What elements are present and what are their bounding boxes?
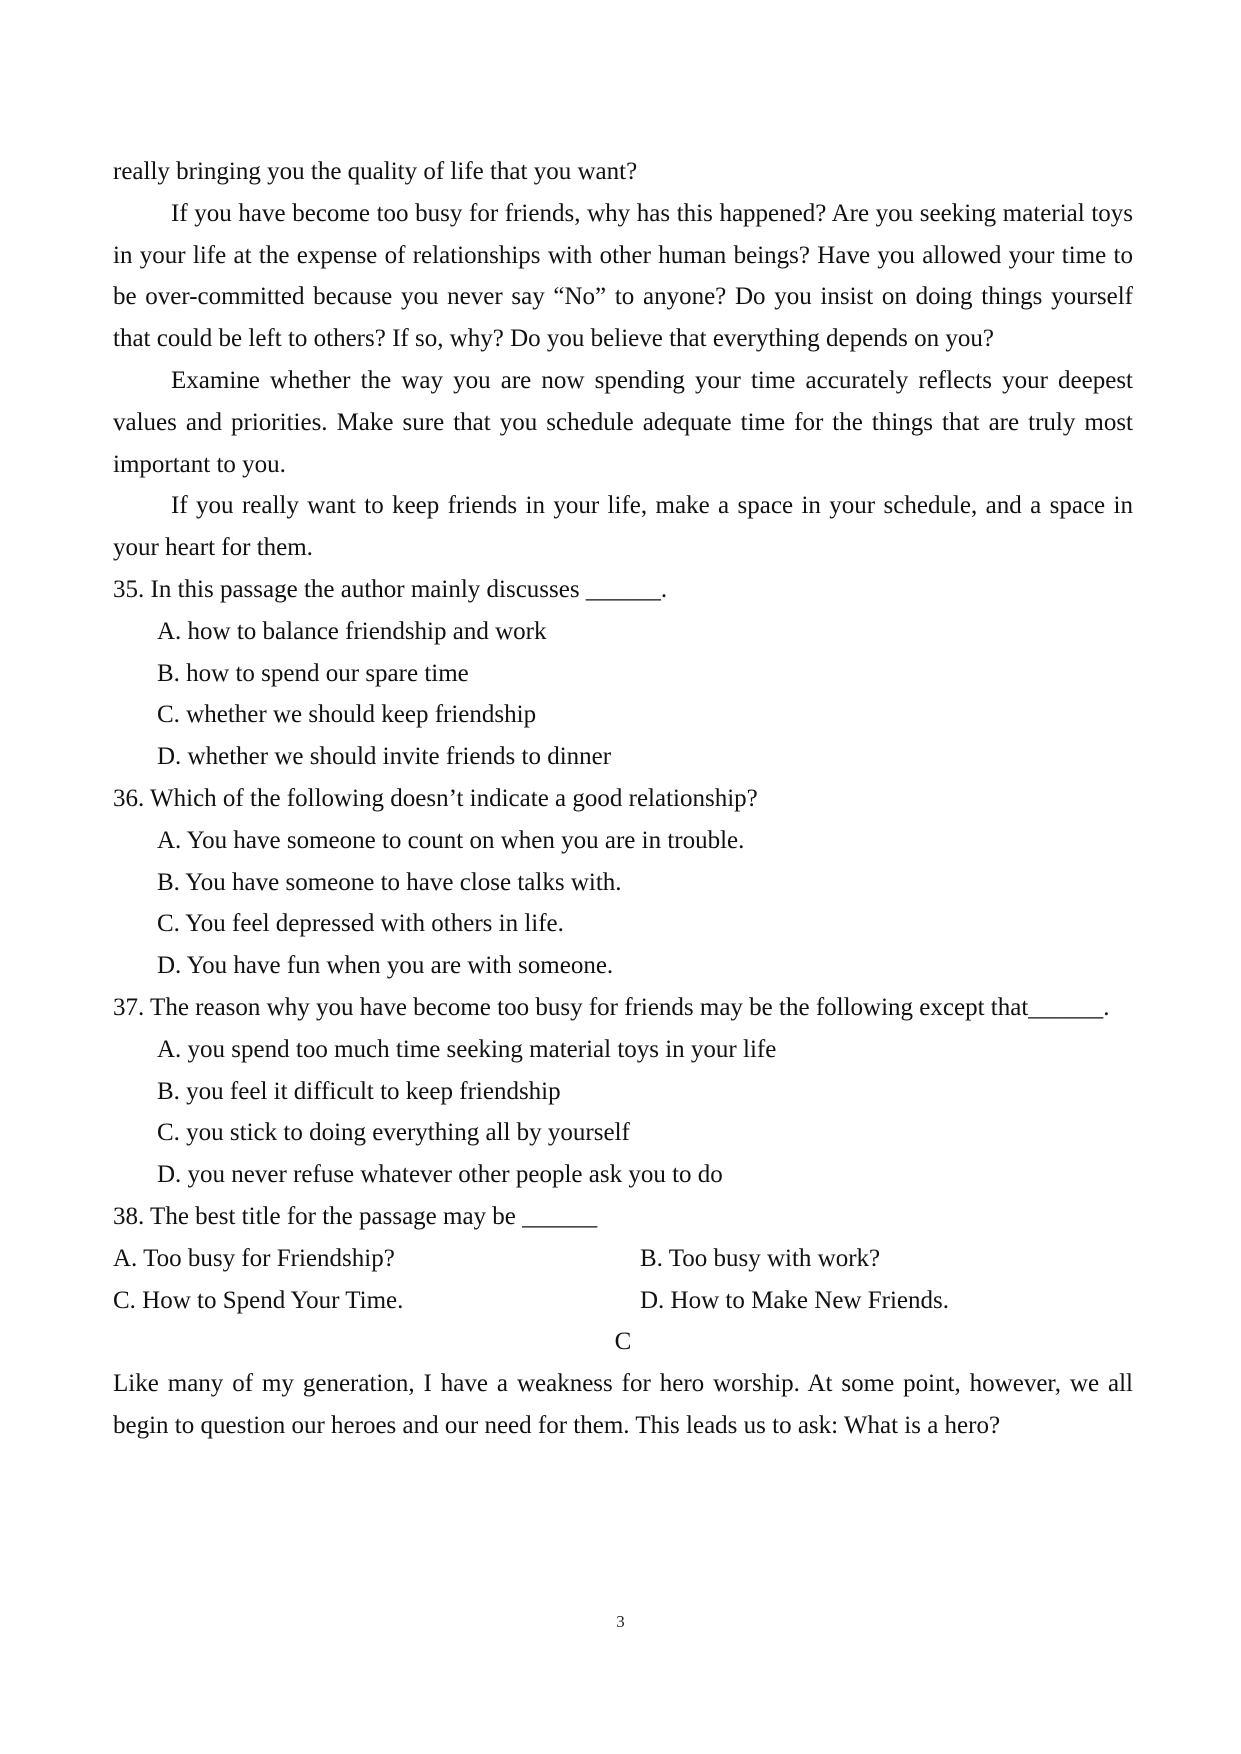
question-option: C. How to Spend Your Time. — [113, 1286, 404, 1314]
question-stem: 35. In this passage the author mainly discusses ______. — [113, 575, 668, 603]
question-stem: 36. Which of the following doesn’t indicate a good relationship? — [113, 784, 758, 812]
question-option: A. You have someone to count on when you are in trouble. — [157, 826, 745, 854]
option-row — [113, 1280, 1133, 1322]
question-stem: 38. The best title for the passage may be ______ — [113, 1202, 598, 1230]
page-number: 3 — [616, 1612, 625, 1631]
passage-paragraph: Examine whether the way you are now spending your time accurately reflects your deepest values and priorities. Make sure that you schedule adequate time for the things that are truly most important to you. — [113, 366, 1133, 478]
passage-paragraph: Like many of my generation, I have a weakness for hero worship. At some point, however, we all begin to question our heroes and our need for them. This leads us to ask: What is a hero? — [113, 1370, 1133, 1439]
question-option: A. Too busy for Friendship? — [113, 1244, 395, 1272]
question-36 — [113, 778, 1133, 987]
question-stem: 37. The reason why you have become too busy for friends may be the following except that______. — [113, 993, 1110, 1021]
option-row — [113, 1238, 1133, 1280]
question-38 — [113, 1196, 1133, 1321]
question-35 — [113, 569, 1133, 778]
section-label: C — [614, 1328, 632, 1356]
question-option: B. you feel it difficult to keep friendship — [157, 1077, 561, 1105]
question-option: B. how to spend our spare time — [157, 659, 469, 687]
question-option: A. you spend too much time seeking material toys in your life — [157, 1035, 777, 1063]
question-option: D. How to Make New Friends. — [640, 1286, 949, 1314]
question-option: B. Too busy with work? — [640, 1244, 881, 1272]
question-option: B. You have someone to have close talks with. — [157, 868, 622, 896]
question-option: D. whether we should invite friends to dinner — [157, 743, 612, 771]
passage-paragraph: If you have become too busy for friends, why has this happened? Are you seeking material toys in your life at the expense of relationships with other human beings? Have you allowed your time to be over-committed because you never say “No” to anyone? Do you insist on doing things yourself that could be left to others? If so, why? Do you believe that everything depends on you? — [113, 199, 1133, 353]
question-option: C. whether we should keep friendship — [157, 701, 537, 729]
question-option: A. how to balance friendship and work — [157, 617, 547, 645]
document-page — [113, 151, 1133, 1447]
passage-paragraph: really bringing you the quality of life that you want? — [113, 158, 638, 185]
question-option: D. you never refuse whatever other people ask you to do — [157, 1161, 723, 1189]
question-option: C. You feel depressed with others in life. — [157, 910, 564, 938]
question-option: C. you stick to doing everything all by yourself — [157, 1119, 630, 1147]
question-37 — [113, 987, 1133, 1196]
question-option: D. You have fun when you are with someone. — [157, 952, 614, 980]
passage-paragraph: If you really want to keep friends in your life, make a space in your schedule, and a space in your heart for them. — [113, 492, 1133, 562]
